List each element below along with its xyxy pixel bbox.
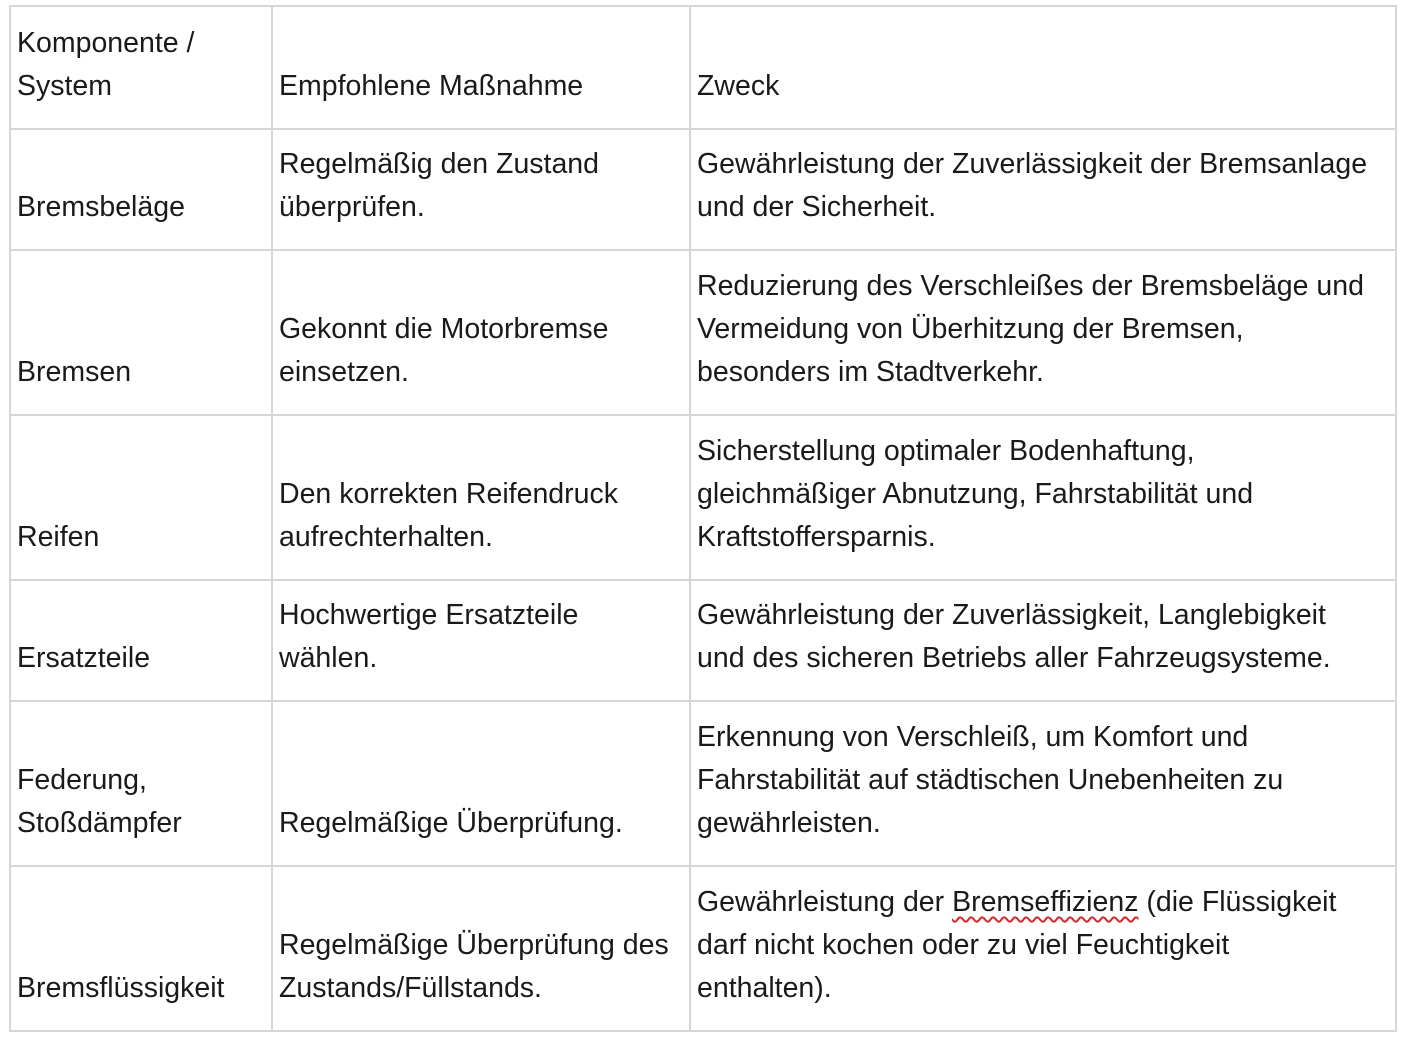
cell-zweck: Gewährleistung der Zuverlässigkeit der Bremsanlage und der Sicherheit.	[690, 129, 1396, 250]
cell-massnahme: Hochwertige Ersatzteile wählen.	[272, 580, 690, 701]
cell-komponente: Reifen	[10, 415, 272, 580]
table-row	[10, 129, 1396, 250]
cell-komponente: Bremsen	[10, 250, 272, 415]
cell-zweck: Erkennung von Verschleiß, um Komfort und Fahrstabilität auf städtischen Unebenheiten zu gewährleisten.	[690, 701, 1396, 866]
header-zweck: Zweck	[690, 6, 1396, 129]
cell-massnahme: Den korrekten Reifendruck aufrechterhalten.	[272, 415, 690, 580]
cell-zweck: Sicherstellung optimaler Bodenhaftung, gleichmäßiger Abnutzung, Fahrstabilität und Kraftstoffersparnis.	[690, 415, 1396, 580]
table-row	[10, 580, 1396, 701]
maintenance-table	[9, 5, 1397, 1032]
cell-massnahme: Gekonnt die Motorbremse einsetzen.	[272, 250, 690, 415]
zweck-line: Gewährleistung der Bremseffizienz (die Flüssigkeit	[697, 886, 1337, 918]
table-row	[10, 415, 1396, 580]
cell-komponente: Bremsbeläge	[10, 129, 272, 250]
table-row	[10, 701, 1396, 866]
cell-massnahme: Regelmäßig den Zustand überprüfen.	[272, 129, 690, 250]
cell-massnahme: Regelmäßige Überprüfung des Zustands/Füllstands.	[272, 866, 690, 1031]
spellcheck-flagged-word[interactable]: Bremseffizienz	[952, 886, 1139, 918]
cell-komponente: Bremsflüssigkeit	[10, 866, 272, 1031]
table-row	[10, 866, 1396, 1031]
table-row	[10, 250, 1396, 415]
cell-zweck: Gewährleistung der Bremseffizienz (die Flüssigkeit darf nicht kochen oder zu viel Feuchtigkeit enthalten).	[690, 866, 1396, 1031]
header-komponente: Komponente / System	[10, 6, 272, 129]
cell-komponente: Federung, Stoßdämpfer	[10, 701, 272, 866]
cell-zweck: Reduzierung des Verschleißes der Bremsbeläge und Vermeidung von Überhitzung der Bremsen, besonders im Stadtverkehr.	[690, 250, 1396, 415]
cell-zweck: Gewährleistung der Zuverlässigkeit, Langlebigkeit und des sicheren Betriebs aller Fahrzeugsysteme.	[690, 580, 1396, 701]
header-massnahme: Empfohlene Maßnahme	[272, 6, 690, 129]
cell-komponente: Ersatzteile	[10, 580, 272, 701]
cell-massnahme: Regelmäßige Überprüfung.	[272, 701, 690, 866]
header-row	[10, 6, 1396, 129]
